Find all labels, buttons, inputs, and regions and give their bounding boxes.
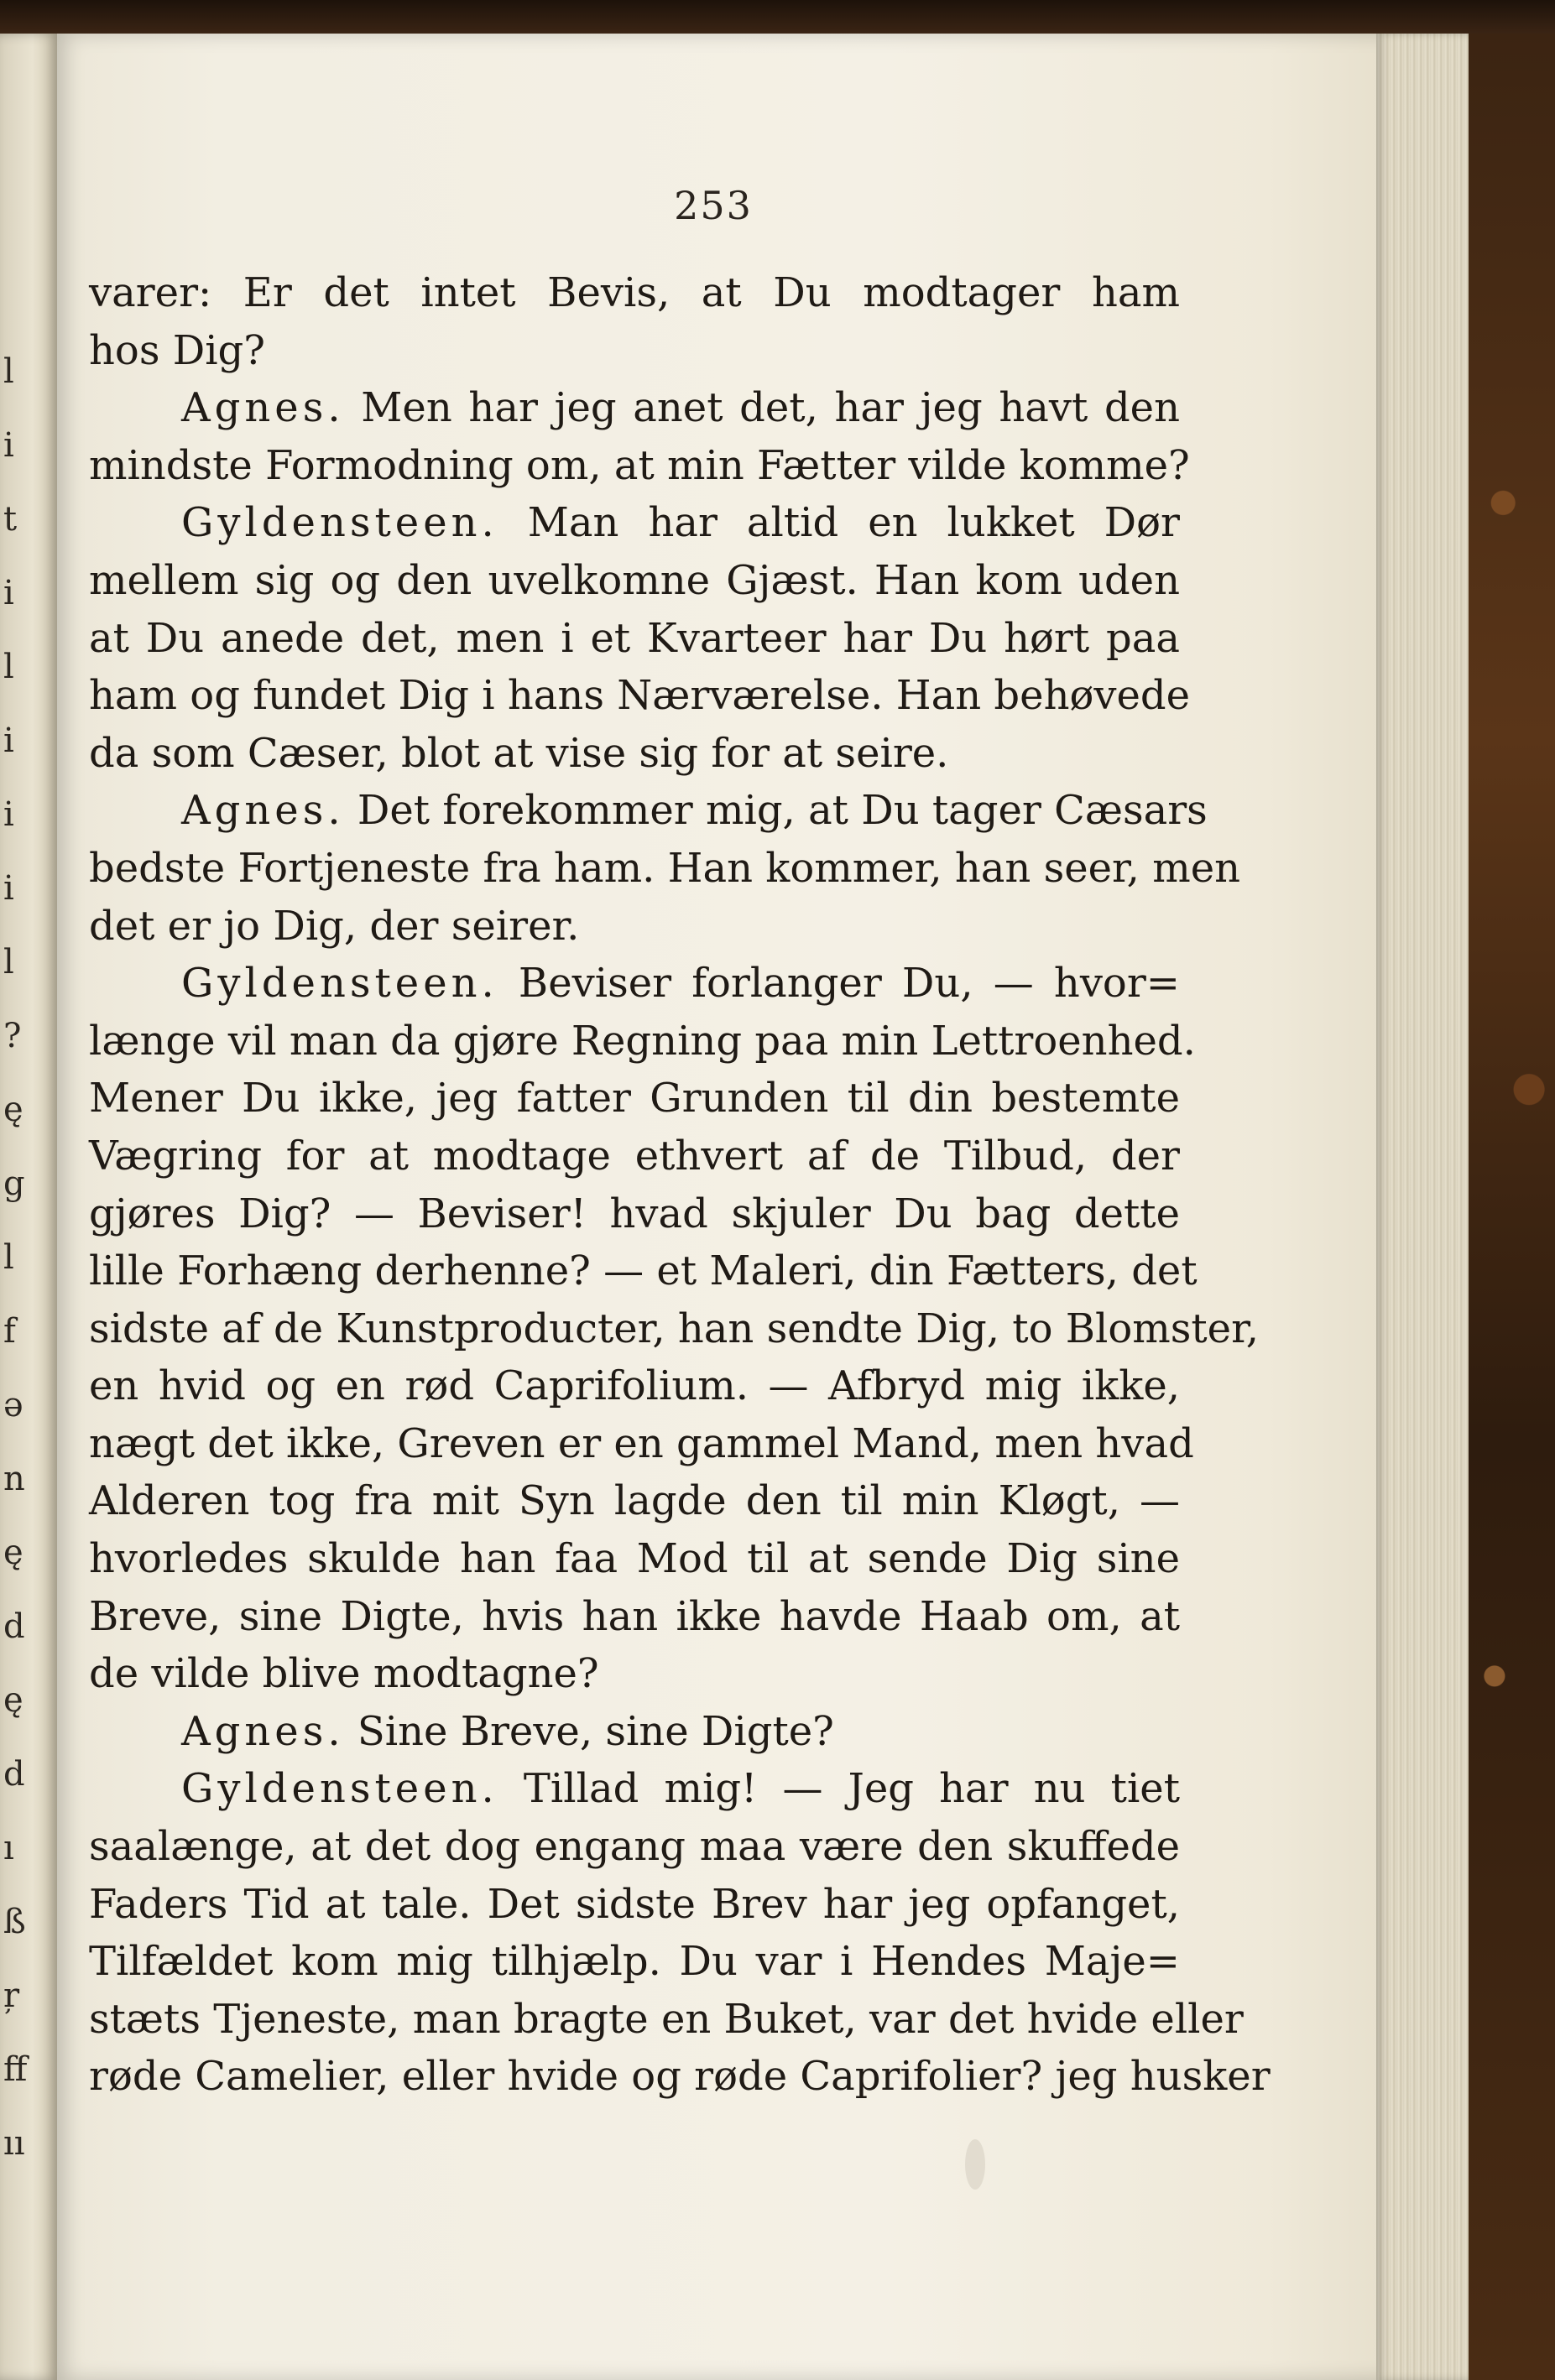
text-line [89, 2048, 1271, 2106]
speaker-name: Agnes. [181, 1707, 345, 1755]
text-line [89, 1242, 1198, 1300]
previous-page-glyph: l [3, 352, 14, 391]
previous-page-glyph: d [3, 1607, 25, 1646]
line-text: mellem sig og den uvelkomne Gjæst. Han kom uden [89, 556, 1180, 604]
marbled-cover [1469, 34, 1555, 2380]
previous-page-glyph: ę [3, 1681, 23, 1720]
page-text [89, 264, 1271, 2106]
line-text: at Du anede det, men i et Kvarteer har Du hørt paa [89, 614, 1180, 662]
text-line [89, 1876, 1180, 1934]
text-line [89, 1530, 1180, 1588]
line-text: lille Forhæng derhenne? — et Maleri, din Fætters, det [89, 1247, 1198, 1295]
previous-page-glyph: i [3, 795, 14, 834]
text-line [89, 322, 1180, 380]
speaker-name: Agnes. [181, 384, 345, 432]
previous-page-glyph: ı [3, 1829, 14, 1867]
line-text: Faders Tid at tale. Det sidste Brev har jeg opfanget, [89, 1880, 1180, 1928]
text-line [89, 955, 1180, 1013]
text-line [89, 437, 1190, 495]
text-line [89, 1415, 1194, 1473]
previous-page-glyph: d [3, 1755, 25, 1794]
text-line [89, 494, 1180, 552]
line-text: Men har jeg anet det, har jeg havt den [361, 384, 1180, 432]
previous-page-glyph: i [3, 869, 14, 908]
text-line [89, 1645, 1180, 1703]
line-text: nægt det ikke, Greven er en gammel Mand, men hvad [89, 1419, 1194, 1467]
text-line [89, 1013, 1196, 1070]
previous-page-glyph: i [3, 721, 14, 760]
previous-page-glyph: ff [3, 2050, 28, 2089]
text-line [89, 1070, 1180, 1128]
text-line [89, 898, 1180, 956]
page-edge-stack [1376, 34, 1469, 2380]
line-text: mindste Formodning om, at min Fætter vilde komme? [89, 441, 1190, 489]
line-text: Tilfældet kom mig tilhjælp. Du var i Hendes Maje= [89, 1938, 1180, 1986]
page-number: 253 [674, 183, 753, 228]
speaker-name: Gyldensteen. [181, 960, 498, 1008]
line-text: gjøres Dig? — Beviser! hvad skjuler Du bag dette [89, 1190, 1180, 1237]
line-text: Tillad mig! — Jeg har nu tiet [523, 1765, 1181, 1813]
text-line [89, 840, 1241, 898]
text-line [89, 667, 1191, 725]
line-text: ham og fundet Dig i hans Nærværelse. Han behøvede [89, 672, 1191, 720]
previous-page-glyph: t [3, 500, 18, 539]
line-text: en hvid og en rød Caprifolium. — Afbryd mig ikke, [89, 1362, 1180, 1410]
previous-page-glyph: ß [3, 1903, 26, 1941]
line-text: hos Dig? [89, 326, 265, 374]
previous-page-glyph: g [3, 1164, 25, 1203]
previous-page-glyph: l [3, 648, 14, 686]
text-line [89, 1991, 1244, 2049]
text-line [89, 1185, 1180, 1243]
previous-page-glyph: l [3, 1238, 14, 1277]
line-text: varer: Er det intet Bevis, at Du modtager ham [89, 269, 1180, 316]
text-line [89, 782, 1208, 840]
previous-page-glyph: ŗ [3, 1976, 20, 2015]
line-text: de vilde blive modtagne? [89, 1650, 599, 1698]
line-text: Man har altid en lukket Dør [527, 499, 1180, 547]
previous-page-glyph: ę [3, 1534, 23, 1572]
text-line [89, 1300, 1260, 1358]
speaker-name: Gyldensteen. [181, 1765, 498, 1813]
line-text: stæts Tjeneste, man bragte en Buket, var det hvide eller [89, 1995, 1244, 2043]
text-line [89, 1588, 1180, 1646]
text-line [89, 552, 1180, 610]
text-line [89, 1933, 1180, 1991]
speaker-name: Agnes. [181, 787, 345, 835]
previous-page-glyph: f [3, 1312, 16, 1351]
line-text: hvorledes skulde han faa Mod til at sende Dig sine [89, 1535, 1180, 1583]
text-line [89, 1472, 1180, 1530]
previous-page-glyph: ıı [3, 2124, 25, 2163]
line-text: Alderen tog fra mit Syn lagde den til min Kløgt, — [89, 1477, 1180, 1525]
line-text: Sine Breve, sine Digte? [357, 1707, 834, 1755]
text-line [89, 264, 1180, 322]
speaker-name: Gyldensteen. [181, 499, 498, 547]
text-line [89, 1357, 1180, 1415]
line-text: Breve, sine Digte, hvis han ikke havde Haab om, at [89, 1592, 1180, 1640]
line-text: Beviser forlanger Du, — hvor= [518, 960, 1180, 1008]
line-text: saalænge, at det dog engang maa være den skuffede [89, 1823, 1180, 1871]
paper-stain [965, 2139, 985, 2190]
previous-page-glyph: n [3, 1460, 25, 1498]
line-text: det er jo Dig, der seirer. [89, 902, 580, 950]
previous-page-glyph: ? [3, 1017, 22, 1055]
previous-page-glyph: i [3, 426, 14, 465]
text-line [89, 379, 1180, 437]
previous-page-glyph: ə [3, 1386, 23, 1424]
text-line [89, 1760, 1180, 1818]
line-text: sidste af de Kunstproducter, han sendte Dig, to Blomster, [89, 1305, 1260, 1352]
text-line [89, 610, 1180, 668]
line-text: Det forekommer mig, at Du tager Cæsars [357, 787, 1208, 835]
line-text: røde Camelier, eller hvide og røde Caprifolier? jeg husker [89, 2053, 1271, 2101]
previous-page-glyph: ę [3, 1091, 23, 1129]
previous-page-glyph: i [3, 574, 14, 612]
previous-page-glyph: l [3, 943, 14, 982]
line-text: bedste Fortjeneste fra ham. Han kommer, han seer, men [89, 844, 1241, 892]
book-cover-top [0, 0, 1555, 34]
text-line [89, 725, 1180, 783]
previous-page-edge [0, 34, 59, 2380]
line-text: Mener Du ikke, jeg fatter Grunden til din bestemte [89, 1075, 1180, 1122]
text-line [89, 1128, 1180, 1185]
line-text: da som Cæser, blot at vise sig for at seire. [89, 729, 949, 777]
text-line [89, 1818, 1180, 1876]
line-text: Vægring for at modtage ethvert af de Tilbud, der [89, 1132, 1180, 1180]
line-text: længe vil man da gjøre Regning paa min Lettroenhed. [89, 1017, 1196, 1065]
text-line [89, 1703, 1180, 1761]
